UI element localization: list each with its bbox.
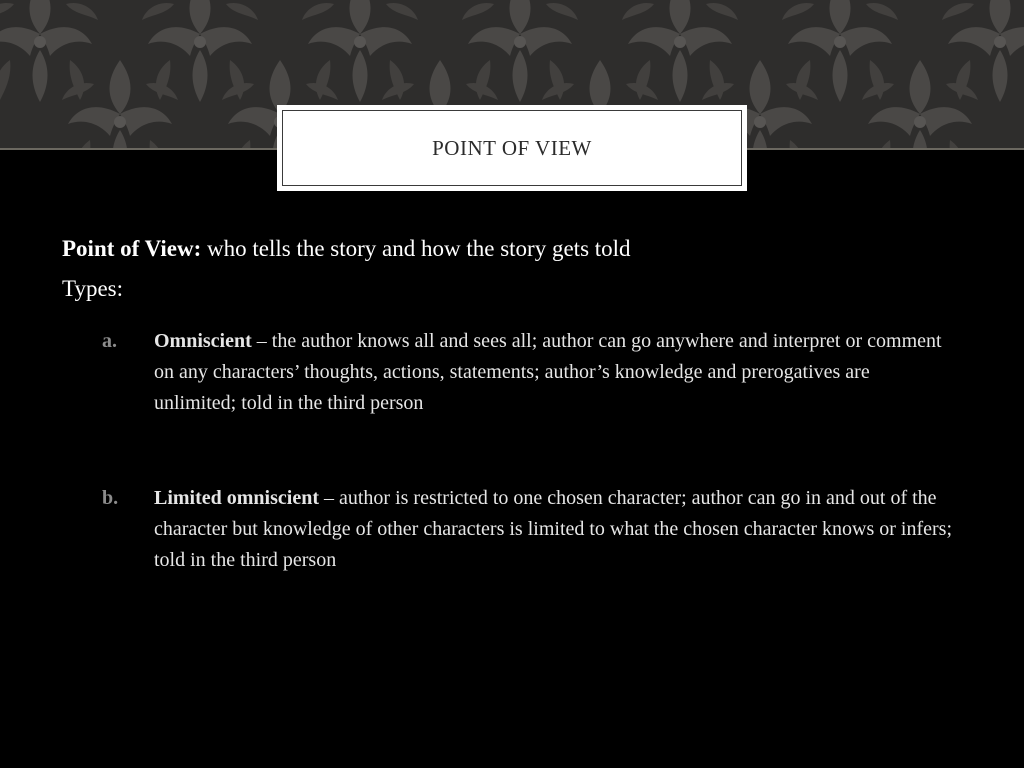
list-item (102, 483, 954, 576)
title-box (277, 105, 747, 191)
type-description: – author is restricted to one chosen character; author can go in and out of the character but knowledge of other characters is limited to what the chosen character knows or infers; told in the third person (154, 487, 953, 571)
title-box-inner-border (282, 110, 742, 186)
type-description: – the author knows all and sees all; author can go anywhere and interpret or comment on any characters’ thoughts, actions, statements; author’s knowledge and prerogatives are unlimited; told in the third person (154, 330, 942, 414)
definition-term: Point of View: (62, 236, 202, 261)
slide-body (62, 232, 962, 576)
types-label: Types: (62, 276, 123, 301)
definition-line (62, 232, 962, 266)
definition-text: who tells the story and how the story gets told (201, 236, 631, 261)
list-marker: a. (102, 330, 117, 352)
list-item (102, 326, 954, 419)
slide-title: POINT OF VIEW (432, 135, 592, 160)
list-marker: b. (102, 487, 119, 509)
type-term-omniscient: Omniscient (154, 330, 252, 352)
type-term-limited-omniscient: Limited omniscient (154, 487, 319, 509)
